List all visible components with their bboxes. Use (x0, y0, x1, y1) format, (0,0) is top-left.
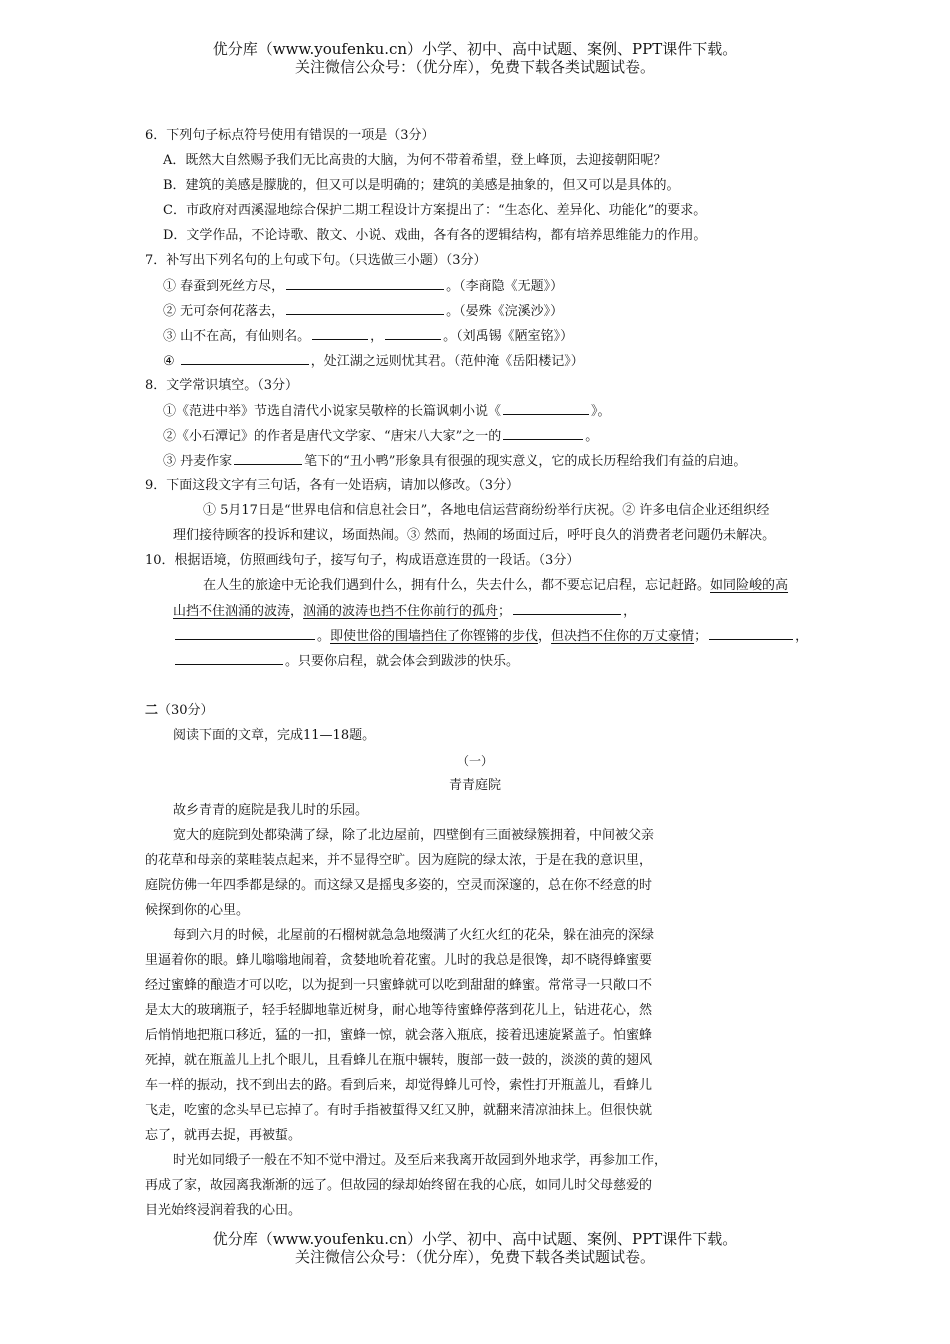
answer-blank[interactable] (503, 427, 583, 440)
essay-line: 飞走，吃蜜的念头早已忘掉了。有时手指被蜇得又红又肿，就翻来清凉油抹上。但很快就 (145, 1103, 653, 1118)
q10-para-2: 山挡不住汹涌的波涛，汹涌的波涛也挡不住你前行的孤舟； ， (173, 604, 637, 619)
q10-para-1: 在人生的旅途中无论我们遇到什么，拥有什么，失去什么，都不要忘记启程，忘记赶路。如同险峻的高 (203, 578, 789, 593)
answer-blank[interactable] (181, 352, 309, 365)
essay-line: 每到六月的时候，北屋前的石榴树就急急地缀满了火红火红的花朵，躲在油亮的深绿 (173, 928, 655, 943)
answer-blank[interactable] (385, 327, 441, 340)
q8-item-1: ①《范进中举》节选自清代小说家吴敬梓的长篇讽刺小说《 》。 (163, 404, 611, 419)
essay-line: 庭院仿佛一年四季都是绿的。而这绿又是摇曳多姿的，空灵而深邃的，总在你不经意的时 (145, 878, 653, 893)
header-line-1: 优分库（www.youfenku.cn）小学、初中、高中试题、案例、PPT课件下载。 (212, 40, 738, 58)
essay-line: 再成了家，故园离我渐渐的远了。但故园的绿却始终留在我的心底，如同儿时父母慈爱的 (145, 1178, 653, 1193)
q10-para-3: 。即使世俗的围墙挡住了你铿锵的步伐，但决挡不住你的万丈豪情； ， (173, 627, 808, 646)
q9-para-1: ① 5月17日是“世界电信和信息社会日”，各地电信运营商纷纷举行庆祝。② 许多电信企业还组织经 (203, 503, 770, 518)
page-footer (0, 1230, 950, 1266)
q7-item-4: ④ ，处江湖之远则忧其君。（范仲淹《岳阳楼记》） (163, 354, 584, 369)
essay-line: 时光如同缎子一般在不知不觉中滑过。及至后来我离开故园到外地求学，再参加工作， (173, 1153, 668, 1168)
q6-option-c: C．市政府对西溪湿地综合保护二期工程设计方案提出了：“生态化、差异化、功能化”的要求。 (163, 203, 707, 218)
essay-line: 候探到你的心里。 (145, 903, 250, 918)
essay-line: 后悄悄地把瓶口移近，猛的一扣，蜜蜂一惊，就会落入瓶底，接着迅速旋紧盖子。怕蜜蜂 (145, 1028, 653, 1043)
q7-stem: 7．补写出下列名句的上句或下句。（只选做三小题）（3分） (145, 253, 487, 268)
essay-line: 是太大的玻璃瓶子，轻手轻脚地靠近树身，耐心地等待蜜蜂停落到花儿上，钻进花心，然 (145, 1003, 653, 1018)
q6-stem: 6．下列句子标点符号使用有错误的一项是（3分） (145, 128, 435, 143)
q8-item-3: ③ 丹麦作家 笔下的“丑小鸭”形象具有很强的现实意义，它的成长历程给我们有益的启迪。 (163, 454, 747, 469)
q9-para-2: 理们接待顾客的投诉和建议，场面热闹。③ 然而，热闹的场面过后，呼吁良久的消费者老问题仍未解决。 (173, 528, 776, 543)
q6-option-d: D．文学作品，不论诗歌、散文、小说、戏曲，各有各的逻辑结构，都有培养思维能力的作用。 (163, 228, 707, 243)
footer-line-1: 优分库（www.youfenku.cn）小学、初中、高中试题、案例、PPT课件下载。 (212, 1230, 738, 1248)
answer-blank[interactable] (312, 327, 368, 340)
q8-item-2: ②《小石潭记》的作者是唐代文学家、“唐宋八大家”之一的 。 (163, 429, 599, 444)
q7-item-3: ③ 山不在高，有仙则名。 ， 。（刘禹锡《陋室铭》） (163, 329, 574, 344)
q7-item-1: ① 春蚕到死丝方尽， 。（李商隐《无题》） (163, 279, 564, 294)
essay-line: 死掉，就在瓶盖儿上扎个眼儿，且看蜂儿在瓶中辗转，腹部一鼓一鼓的，淡淡的黄的翅风 (145, 1053, 653, 1068)
answer-blank[interactable] (286, 302, 444, 315)
q7-item-2: ② 无可奈何花落去， 。（晏殊《浣溪沙》） (163, 304, 564, 319)
q10-stem: 10．根据语境，仿照画线句子，接写句子，构成语意连贯的一段话。（3分） (145, 553, 580, 568)
part-label: （一） (456, 754, 493, 768)
q10-para-4: 。只要你启程，就会体会到跋涉的快乐。 (173, 652, 519, 671)
section-2-heading: 二（30分） (145, 703, 214, 718)
essay-line: 故乡青青的庭院是我儿时的乐园。 (173, 803, 369, 818)
essay-line: 经过蜜蜂的酿造才可以吃，以为捉到一只蜜蜂就可以吃到甜甜的蜂蜜。常常寻一只敞口不 (145, 978, 653, 993)
essay-line: 宽大的庭院到处都染满了绿，除了北边屋前，四壁倒有三面被绿簇拥着，中间被父亲 (173, 828, 655, 843)
essay-line: 的花草和母亲的菜畦装点起来，并不显得空旷。因为庭院的绿太浓，于是在我的意识里， (145, 853, 653, 868)
answer-blank[interactable] (175, 652, 283, 665)
q9-stem: 9．下面这段文字有三句话，各有一处语病，请加以修改。（3分） (145, 478, 520, 493)
answer-blank[interactable] (286, 277, 444, 290)
header-line-2: 关注微信公众号：（优分库），免费下载各类试题试卷。 (294, 58, 655, 76)
essay-title: 青青庭院 (448, 778, 501, 793)
essay-line: 目光始终浸润着我的心田。 (145, 1203, 302, 1218)
q8-stem: 8．文学常识填空。（3分） (145, 378, 299, 393)
essay-line: 忘了，就再去捉，再被蜇。 (145, 1128, 302, 1143)
answer-blank[interactable] (709, 627, 793, 640)
answer-blank[interactable] (513, 602, 621, 615)
essay-line: 里逼着你的眼。蜂儿嗡嗡地闹着，贪婪地吮着花蜜。儿时的我总是很馋，却不晓得蜂蜜要 (145, 953, 653, 968)
answer-blank[interactable] (503, 402, 589, 415)
q6-option-b: B．建筑的美感是朦胧的，但又可以是明确的；建筑的美感是抽象的，但又可以是具体的。 (163, 178, 680, 193)
answer-blank[interactable] (175, 627, 315, 640)
q6-option-a: A．既然大自然赐予我们无比高贵的大脑，为何不带着希望，登上峰顶，去迎接朝阳呢？ (163, 153, 667, 168)
page-header (0, 40, 950, 76)
answer-blank[interactable] (234, 452, 302, 465)
footer-line-2: 关注微信公众号：（优分库），免费下载各类试题试卷。 (294, 1248, 655, 1266)
section-2-instruction: 阅读下面的文章，完成11—18题。 (173, 728, 376, 743)
essay-line: 车一样的振动，找不到出去的路。看到后来，却觉得蜂儿可怜，索性打开瓶盖儿，看蜂儿 (145, 1078, 653, 1093)
